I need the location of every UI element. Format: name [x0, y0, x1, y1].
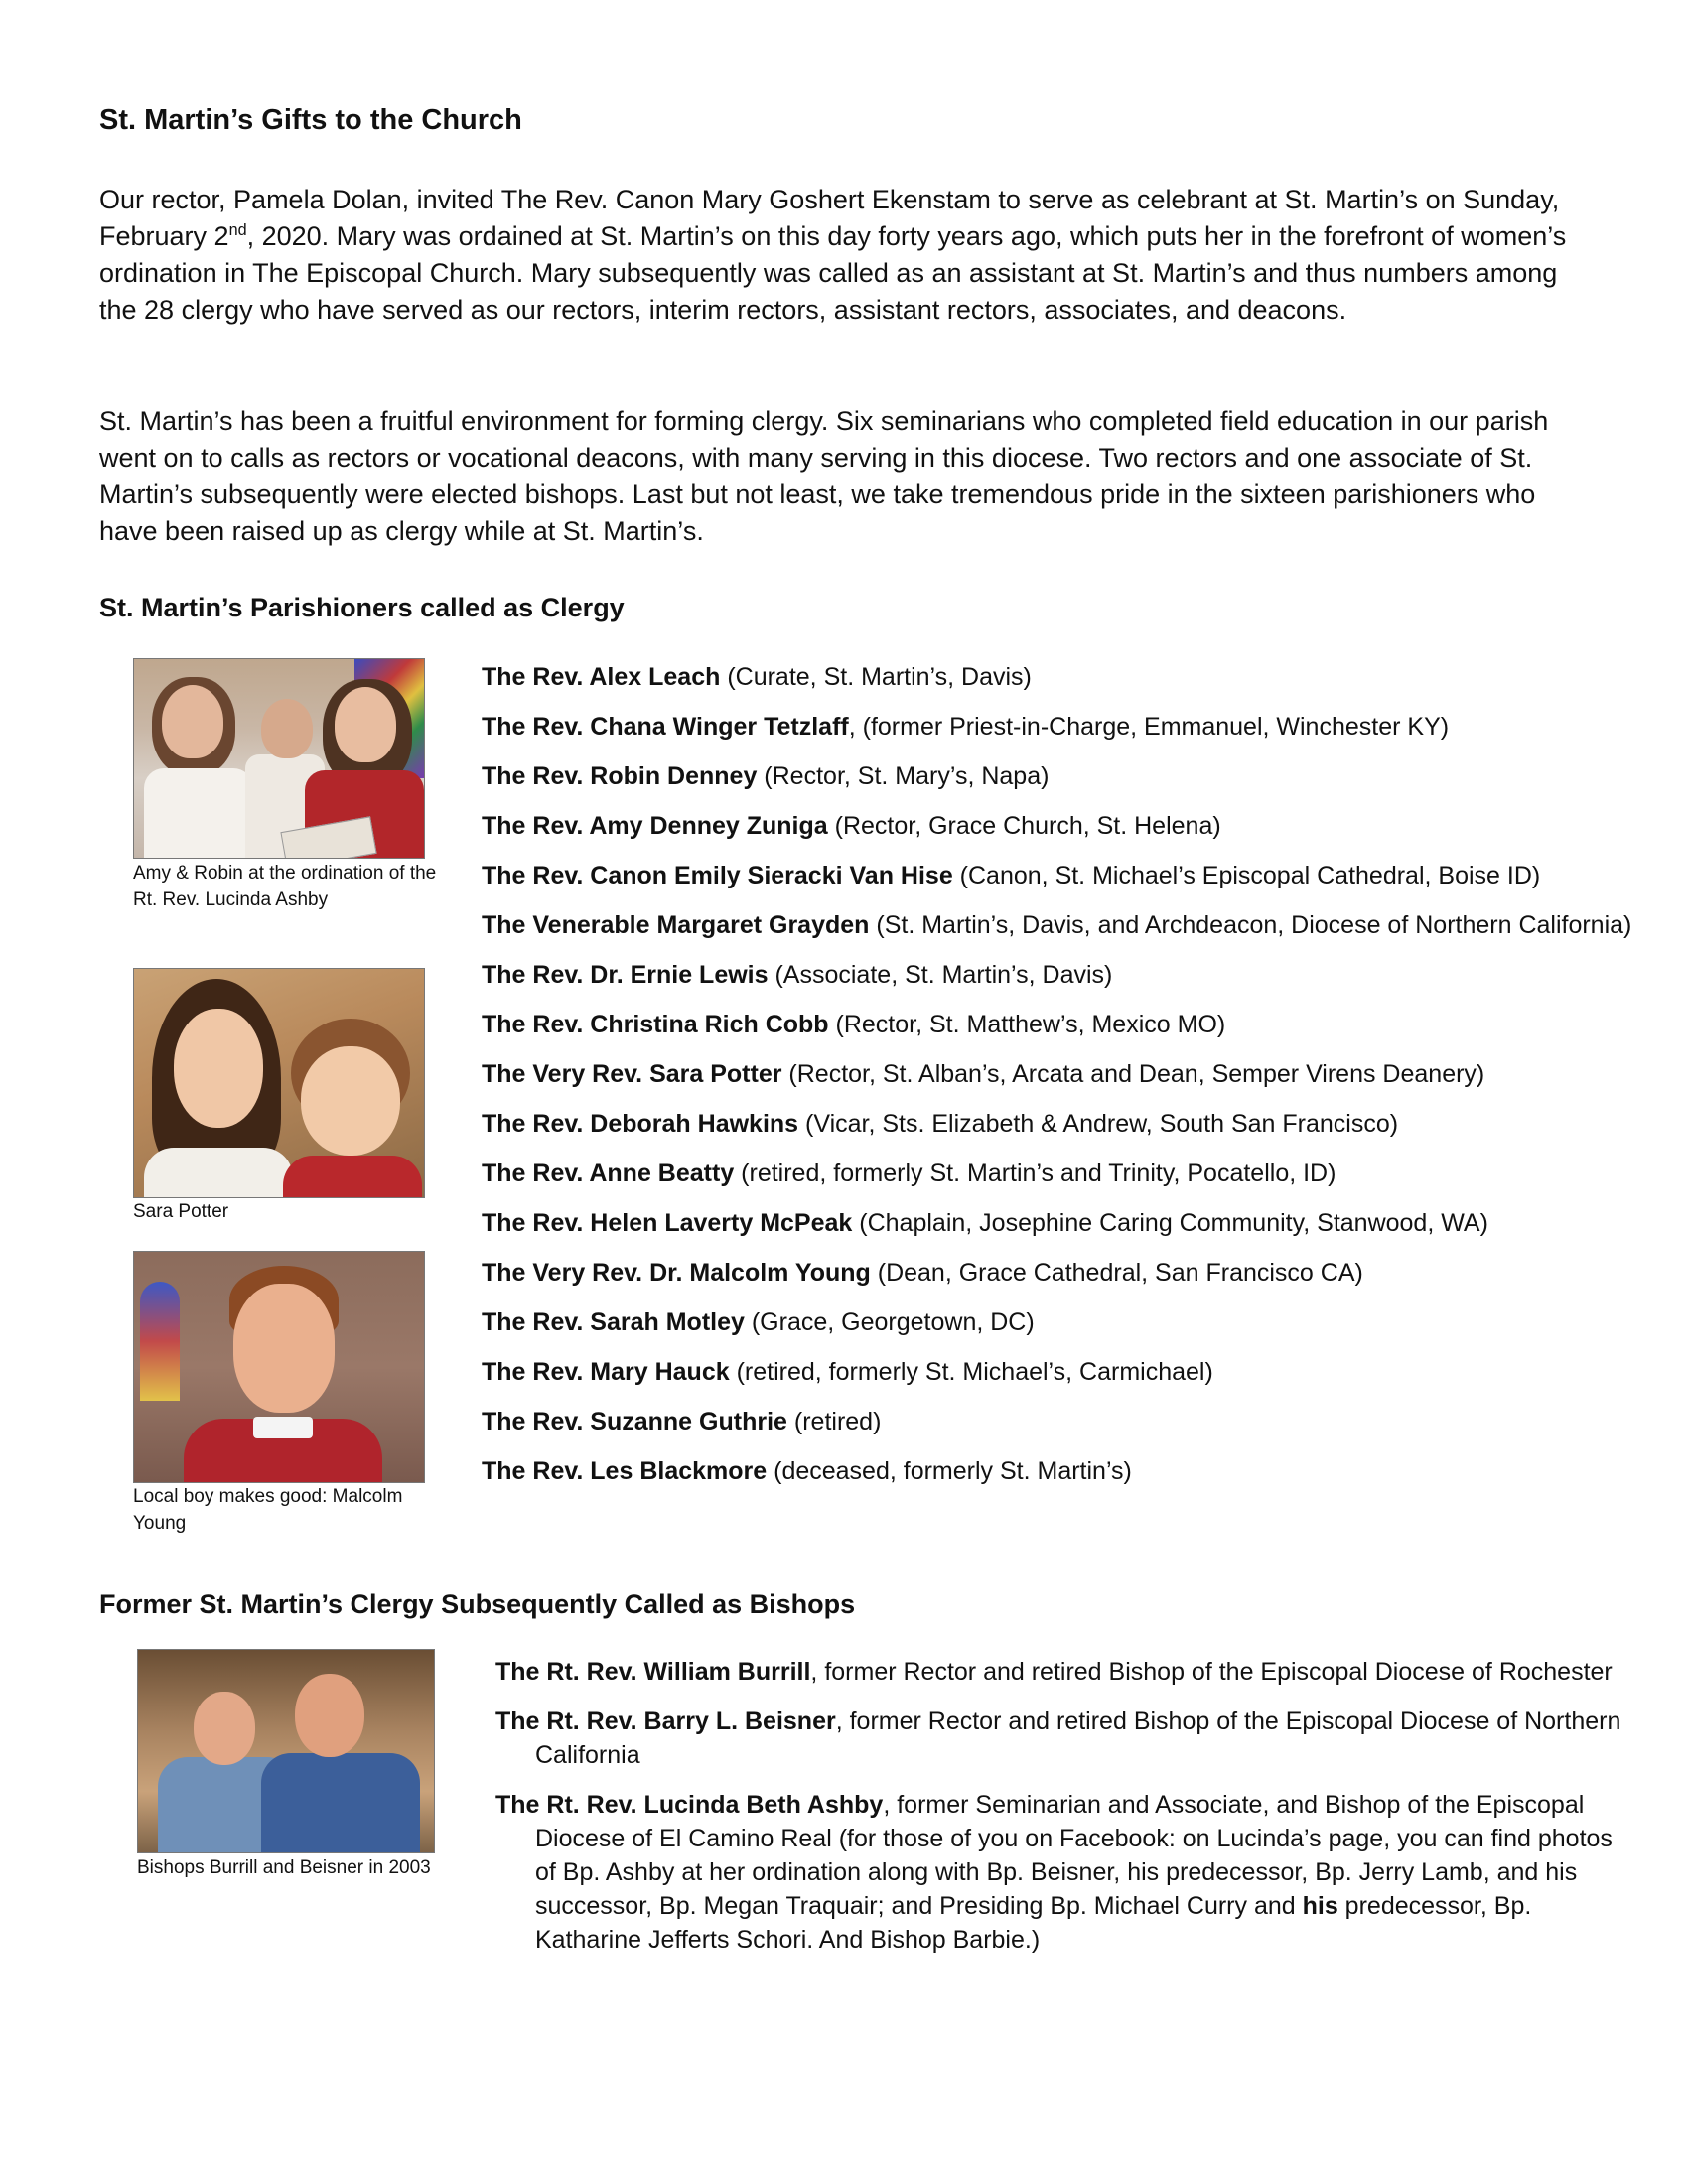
- clergy-list: [482, 660, 1633, 1504]
- clergy-name: The Rev. Anne Beatty: [482, 1160, 735, 1187]
- person-face: [295, 1674, 364, 1757]
- clergy-detail: (Chaplain, Josephine Caring Community, Stanwood, WA): [852, 1209, 1488, 1237]
- photo-caption-ordination: Amy & Robin at the ordination of the Rt. Rev. Lucinda Ashby: [133, 863, 437, 910]
- stained-glass-window: [140, 1282, 180, 1401]
- bishop-name: The Rt. Rev. William Burrill: [495, 1658, 811, 1686]
- section-heading-bishops: Former St. Martin’s Clergy Subsequently Called as Bishops: [99, 1589, 856, 1619]
- list-item: [482, 1206, 1633, 1240]
- clergy-name: The Rev. Dr. Ernie Lewis: [482, 961, 769, 989]
- bishop-name: The Rt. Rev. Lucinda Beth Ashby: [495, 1791, 884, 1819]
- intro-p1-text-b: , 2020. Mary was ordained at St. Martin’s on this day forty years ago, which puts her in the forefront of women’s ordination in The Episcopal Church. Mary subsequently was called as an assistant at St. Martin’s and thus numbers among the 28 clergy who have served as our rectors, interim rectors, assistant rectors, associates, and deacons.: [99, 221, 1567, 325]
- child-face: [301, 1046, 400, 1156]
- clergy-detail: (Rector, Grace Church, St. Helena): [827, 812, 1221, 840]
- clergy-detail: (Rector, St. Matthew’s, Mexico MO): [828, 1011, 1226, 1038]
- photo-caption-sara-potter: Sara Potter: [133, 1201, 229, 1222]
- bishops-photo: [137, 1649, 435, 1853]
- sara-potter-photo: [133, 968, 425, 1198]
- clergy-name: The Very Rev. Dr. Malcolm Young: [482, 1259, 871, 1287]
- list-item: [482, 660, 1633, 694]
- bishop-detail: , former Seminarian and Associate, and Bishop of the Episcopal Diocese of El Camino Real (for those of you on Facebook: on Lucinda’s page, you can find photos of Bp. Ashby at her ordination along with Bp. Beisner, his predecessor, Bp. Jerry Lamb, and his successor, Bp. Megan Traquair; and Presiding Bp. Michael Curry and: [535, 1791, 1613, 1920]
- bishops-list: [495, 1655, 1627, 1973]
- list-item: [482, 1454, 1633, 1488]
- clergy-detail: (Rector, St. Mary’s, Napa): [757, 762, 1050, 790]
- list-item: [482, 908, 1633, 942]
- malcolm-young-photo: [133, 1251, 425, 1483]
- clergy-detail: (Vicar, Sts. Elizabeth & Andrew, South San Francisco): [798, 1110, 1399, 1138]
- list-item: [482, 759, 1633, 793]
- person-face: [174, 1009, 263, 1128]
- photo-caption-bishops: Bishops Burrill and Beisner in 2003: [137, 1857, 431, 1878]
- clergy-detail: , (former Priest-in-Charge, Emmanuel, Winchester KY): [848, 713, 1450, 741]
- clergy-detail: (retired, formerly St. Martin’s and Trinity, Pocatello, ID): [734, 1160, 1336, 1187]
- clergy-detail: (retired, formerly St. Michael’s, Carmichael): [729, 1358, 1213, 1386]
- emphasis-text: his: [1302, 1892, 1338, 1920]
- bishop-detail: , former Rector and retired Bishop of the Episcopal Diocese of Northern California: [535, 1707, 1621, 1769]
- list-item: [482, 1405, 1633, 1438]
- list-item: [482, 1057, 1633, 1091]
- bishop-detail: , former Rector and retired Bishop of the Episcopal Diocese of Rochester: [810, 1658, 1613, 1686]
- person-face: [335, 687, 396, 762]
- clergy-name: The Rev. Chana Winger Tetzlaff: [482, 713, 849, 741]
- list-item: [495, 1705, 1627, 1772]
- list-item: [482, 1305, 1633, 1339]
- list-item: [482, 958, 1633, 992]
- section-heading-parishioners: St. Martin’s Parishioners called as Clergy: [99, 593, 625, 622]
- clergy-name: The Rev. Les Blackmore: [482, 1457, 768, 1485]
- clergy-name: The Rev. Helen Laverty McPeak: [482, 1209, 853, 1237]
- list-item: [482, 1157, 1633, 1190]
- white-vestment: [144, 1148, 293, 1198]
- ordination-photo: [133, 658, 425, 859]
- list-item: [482, 1256, 1633, 1290]
- person-face: [261, 699, 313, 758]
- clergy-detail: (retired): [786, 1408, 882, 1435]
- clergy-detail: (St. Martin’s, Davis, and Archdeacon, Diocese of Northern California): [869, 911, 1632, 939]
- clergy-detail: (Rector, St. Alban’s, Arcata and Dean, Semper Virens Deanery): [781, 1060, 1485, 1088]
- clergy-name: The Rev. Robin Denney: [482, 762, 758, 790]
- red-robe: [283, 1156, 422, 1198]
- person-face: [194, 1692, 255, 1765]
- clergy-name: The Venerable Margaret Grayden: [482, 911, 870, 939]
- clergy-name: The Rev. Sarah Motley: [482, 1308, 745, 1336]
- bishop-detail: predecessor, Bp. Katharine Jefferts Schori. And Bishop Barbie.): [535, 1892, 1532, 1954]
- clergy-name: The Rev. Amy Denney Zuniga: [482, 812, 828, 840]
- photo-caption-malcolm-young: Local boy makes good: Malcolm Young: [133, 1486, 403, 1534]
- clergy-name: The Rev. Christina Rich Cobb: [482, 1011, 829, 1038]
- clergy-name: The Rev. Deborah Hawkins: [482, 1110, 799, 1138]
- list-item: [482, 859, 1633, 892]
- list-item: [495, 1655, 1627, 1689]
- person-face: [162, 685, 223, 758]
- list-item: [482, 809, 1633, 843]
- intro-p1-superscript: nd: [228, 221, 247, 239]
- list-item: [482, 1355, 1633, 1389]
- clergy-name: The Rev. Canon Emily Sieracki Van Hise: [482, 862, 953, 889]
- clergy-name: The Very Rev. Sara Potter: [482, 1060, 782, 1088]
- intro-paragraph-1: [99, 182, 1589, 329]
- clergy-detail: (Grace, Georgetown, DC): [744, 1308, 1035, 1336]
- clergy-detail: (Associate, St. Martin’s, Davis): [768, 961, 1113, 989]
- clergy-detail: (Curate, St. Martin’s, Davis): [720, 663, 1032, 691]
- clergy-name: The Rev. Alex Leach: [482, 663, 721, 691]
- page-title: St. Martin’s Gifts to the Church: [99, 104, 522, 136]
- person-face: [233, 1284, 335, 1413]
- intro-p1-text-a: Our rector, Pamela Dolan, invited The Rev. Canon Mary Goshert Ekenstam to serve as celebrant at St. Martin’s on Sunday, February 2: [99, 185, 1560, 251]
- list-item: [495, 1788, 1627, 1957]
- clergy-detail: (Dean, Grace Cathedral, San Francisco CA): [870, 1259, 1363, 1287]
- clergy-name: The Rev. Suzanne Guthrie: [482, 1408, 787, 1435]
- clergy-detail: (Canon, St. Michael’s Episcopal Cathedral, Boise ID): [952, 862, 1541, 889]
- clergy-detail: (deceased, formerly St. Martin’s): [767, 1457, 1132, 1485]
- person-body: [261, 1753, 420, 1853]
- clerical-collar: [253, 1417, 313, 1438]
- bishop-name: The Rt. Rev. Barry L. Beisner: [495, 1707, 836, 1735]
- list-item: [482, 710, 1633, 744]
- clergy-name: The Rev. Mary Hauck: [482, 1358, 730, 1386]
- white-vestment: [144, 768, 253, 859]
- list-item: [482, 1107, 1633, 1141]
- list-item: [482, 1008, 1633, 1041]
- intro-paragraph-2: St. Martin’s has been a fruitful environment for forming clergy. Six seminarians who completed field education in our parish went on to calls as rectors or vocational deacons, with many serving in this diocese. Two rectors and one associate of St. Martin’s subsequently were elected bishops. Last but not least, we take tremendous pride in the sixteen parishioners who have been raised up as clergy while at St. Martin’s.: [99, 406, 1549, 546]
